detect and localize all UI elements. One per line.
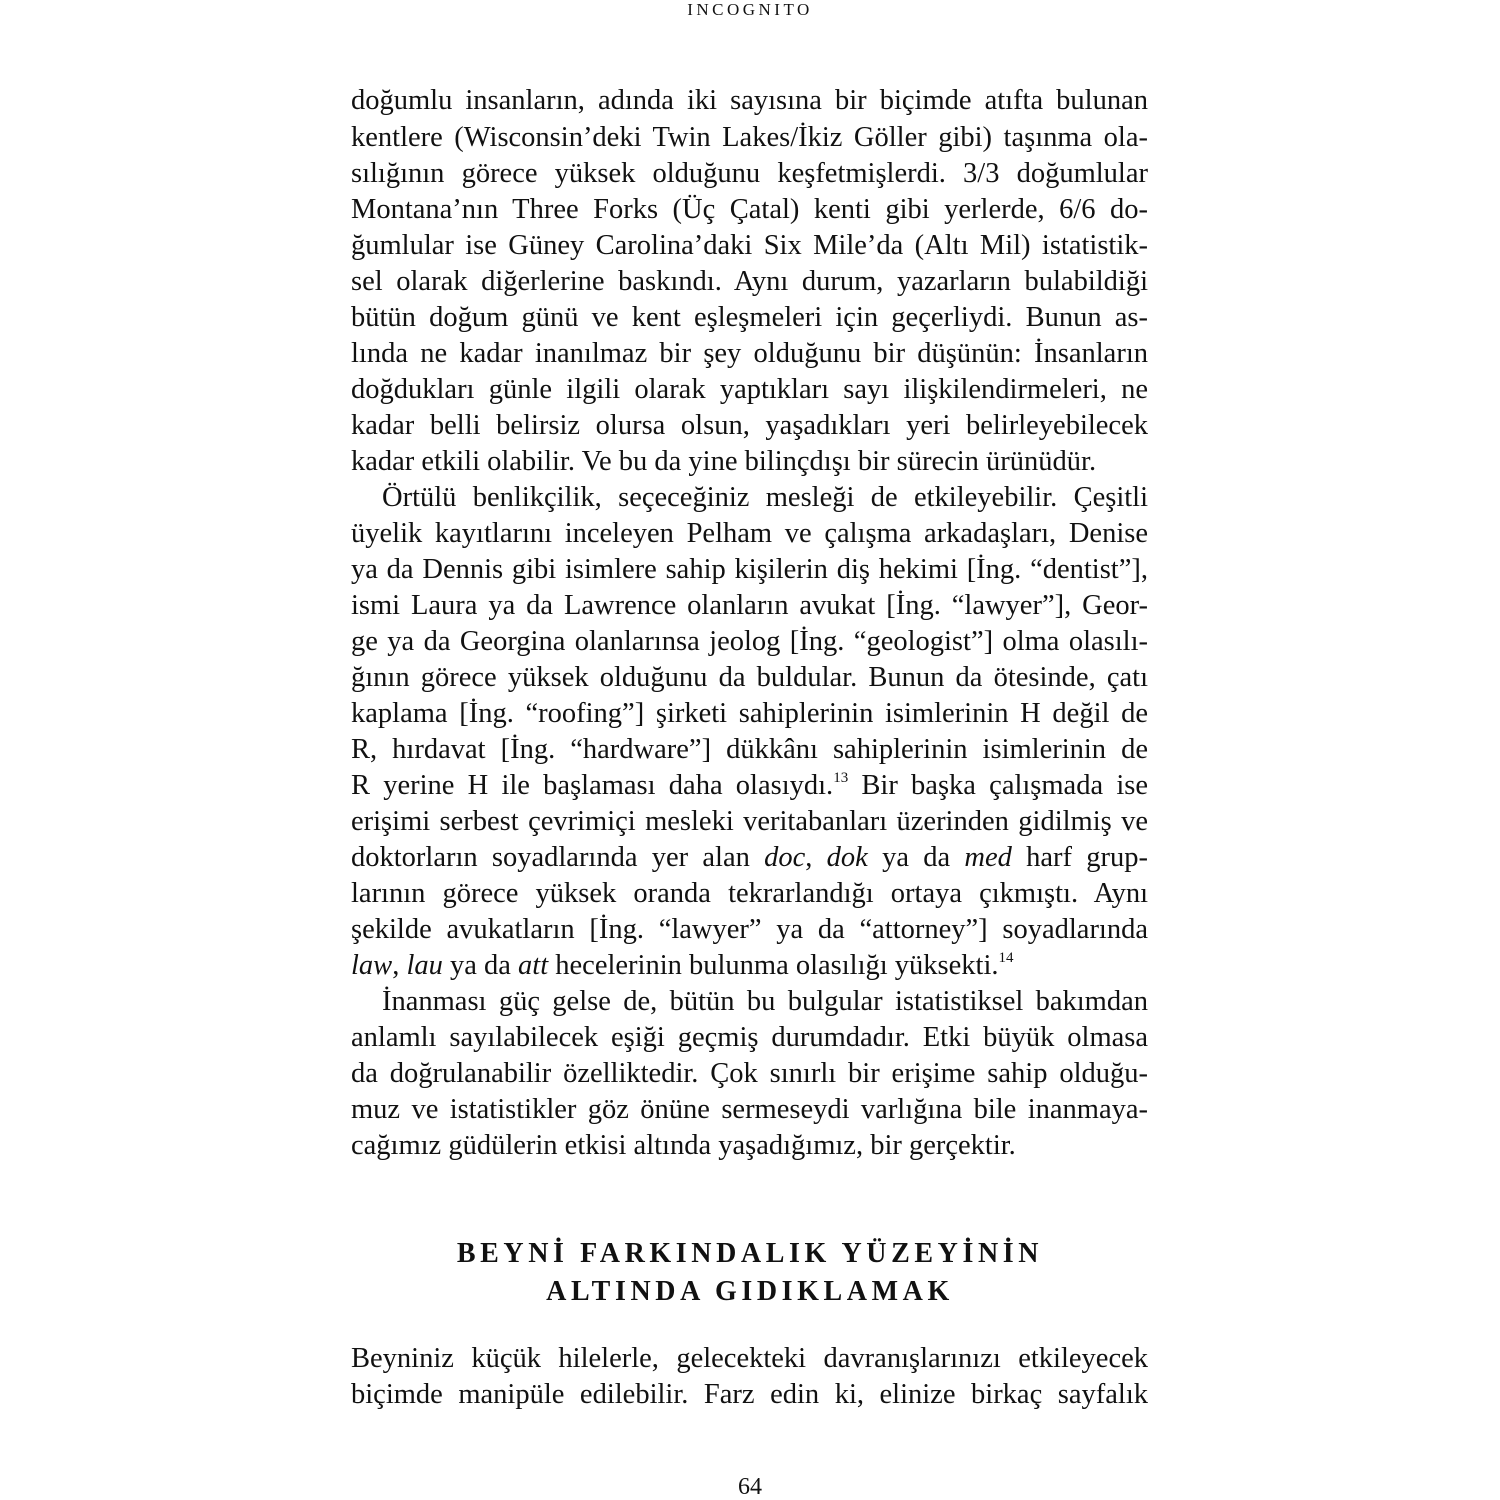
line-text: ya da bbox=[867, 842, 965, 873]
paragraph-1-line: Montana’nın Three Forks (Üç Çatal) kenti gibi yerlerde, 6/6 do- bbox=[351, 194, 1148, 225]
paragraph-3-line: İnanması güç gelse de, bütün bu bulgular istatistiksel bakımdan bbox=[382, 986, 1148, 1017]
paragraph-1-line: sel olarak diğerlerine baskındı. Aynı durum, yazarların bulabildiği bbox=[351, 266, 1148, 297]
line-text: hecelerinin bulunma olasılığı yüksekti. bbox=[548, 950, 999, 981]
line-text: , bbox=[805, 842, 827, 873]
line-text: Bir başka çalışmada ise bbox=[848, 770, 1148, 801]
paragraph-3-line: muz ve istatistikler göz önüne sermeseydi varlığına bile inanmaya- bbox=[351, 1094, 1148, 1125]
paragraph-1-line: kentlere (Wisconsin’deki Twin Lakes/İkiz Göller gibi) taşınma ola- bbox=[351, 122, 1148, 153]
paragraph-2-line: ya da Dennis gibi isimlere sahip kişilerin diş hekimi [İng. “dentist”], bbox=[351, 554, 1148, 585]
paragraph-2-line: üyelik kayıtlarını inceleyen Pelham ve çalışma arkadaşları, Denise bbox=[351, 518, 1148, 549]
line-text: harf grup- bbox=[1011, 842, 1148, 873]
paragraph-2-line bbox=[351, 949, 1148, 983]
paragraph-2-line: şekilde avukatların [İng. “lawyer” ya da “attorney”] soyadlarında bbox=[351, 914, 1148, 945]
footnote-marker-14: 14 bbox=[998, 950, 1014, 966]
paragraph-2-line: R, hırdavat [İng. “hardware”] dükkânı sahiplerinin isimlerinin de bbox=[351, 734, 1148, 765]
paragraph-3-line: da doğrulanabilir özelliktedir. Çok sınırlı bir erişime sahip olduğu- bbox=[351, 1058, 1148, 1089]
footnote-marker-13: 13 bbox=[833, 770, 849, 786]
paragraph-2-line bbox=[351, 841, 1148, 875]
paragraph-4-line: biçimde manipüle edilebilir. Farz edin ki, elinize birkaç sayfalık bbox=[351, 1379, 1148, 1410]
paragraph-1-line: lında ne kadar inanılmaz bir şey olduğunu bir düşünün: İnsanların bbox=[351, 338, 1148, 369]
line-text: R yerine H ile başlaması daha olasıydı. bbox=[351, 770, 834, 801]
paragraph-1-line: sılığının görece yüksek olduğunu keşfetmişlerdi. 3/3 doğumlular bbox=[351, 158, 1148, 189]
italic-term: att bbox=[518, 950, 549, 981]
section-heading: ALTINDA GIDIKLAMAK bbox=[546, 1276, 954, 1307]
paragraph-2-line bbox=[351, 769, 1148, 803]
paragraph-1-line: doğumlu insanların, adında iki sayısına bir biçimde atıfta bulunan bbox=[351, 85, 1148, 116]
paragraph-2-line: larının görece yüksek oranda tekrarlandığı ortaya çıkmıştı. Aynı bbox=[351, 878, 1148, 909]
italic-term: lau bbox=[406, 950, 443, 981]
page-number: 64 bbox=[738, 1474, 762, 1500]
line-text: ya da bbox=[442, 950, 519, 981]
paragraph-2-line: ismi Laura ya da Lawrence olanların avukat [İng. “lawyer”], Geor- bbox=[351, 590, 1148, 621]
section-heading: BEYNİ FARKINDALIK YÜZEYİNİN bbox=[456, 1238, 1044, 1269]
paragraph-3-line: anlamlı sayılabilecek eşiği geçmiş durumdadır. Etki büyük olmasa bbox=[351, 1022, 1148, 1053]
paragraph-4-line: Beyniniz küçük hilelerle, gelecekteki davranışlarınızı etkileyecek bbox=[351, 1343, 1148, 1374]
line-text: , bbox=[392, 950, 407, 981]
italic-term: med bbox=[964, 842, 1012, 873]
paragraph-2-line: ğının görece yüksek olduğunu da buldular. Bunun da ötesinde, çatı bbox=[351, 662, 1148, 693]
line-text: doktorların soyadlarında yer alan bbox=[351, 842, 765, 873]
italic-term: dok bbox=[826, 842, 868, 873]
paragraph-1-line: kadar etkili olabilir. Ve bu da yine bilinçdışı bir sürecin ürünüdür. bbox=[351, 446, 1097, 477]
paragraph-1-line: kadar belli belirsiz olursa olsun, yaşadıkları yeri belirleyebilecek bbox=[351, 410, 1148, 441]
paragraph-1-line: doğdukları günle ilgili olarak yaptıkları sayı ilişkilendirmeleri, ne bbox=[351, 374, 1148, 405]
paragraph-2-line: ge ya da Georgina olanlarınsa jeolog [İng. “geologist”] olma olasılı- bbox=[351, 626, 1148, 657]
paragraph-1-line: ğumlular ise Güney Carolina’daki Six Mile’da (Altı Mil) istatistik- bbox=[351, 230, 1148, 261]
paragraph-3-line: cağımız güdülerin etkisi altında yaşadığımız, bir gerçektir. bbox=[351, 1130, 1016, 1161]
paragraph-2-line: kaplama [İng. “roofing”] şirketi sahiplerinin isimlerinin H değil de bbox=[351, 698, 1148, 729]
running-head: INCOGNITO bbox=[687, 0, 813, 19]
italic-term: doc bbox=[764, 842, 806, 873]
paragraph-2-line: Örtülü benlikçilik, seçeceğiniz mesleği de etkileyebilir. Çeşitli bbox=[382, 482, 1148, 513]
italic-term: law bbox=[351, 950, 393, 981]
paragraph-1-line: bütün doğum günü ve kent eşleşmeleri için geçerliydi. Bunun as- bbox=[351, 302, 1148, 333]
paragraph-2-line: erişimi serbest çevrimiçi mesleki veritabanları üzerinden gidilmiş ve bbox=[351, 806, 1148, 837]
